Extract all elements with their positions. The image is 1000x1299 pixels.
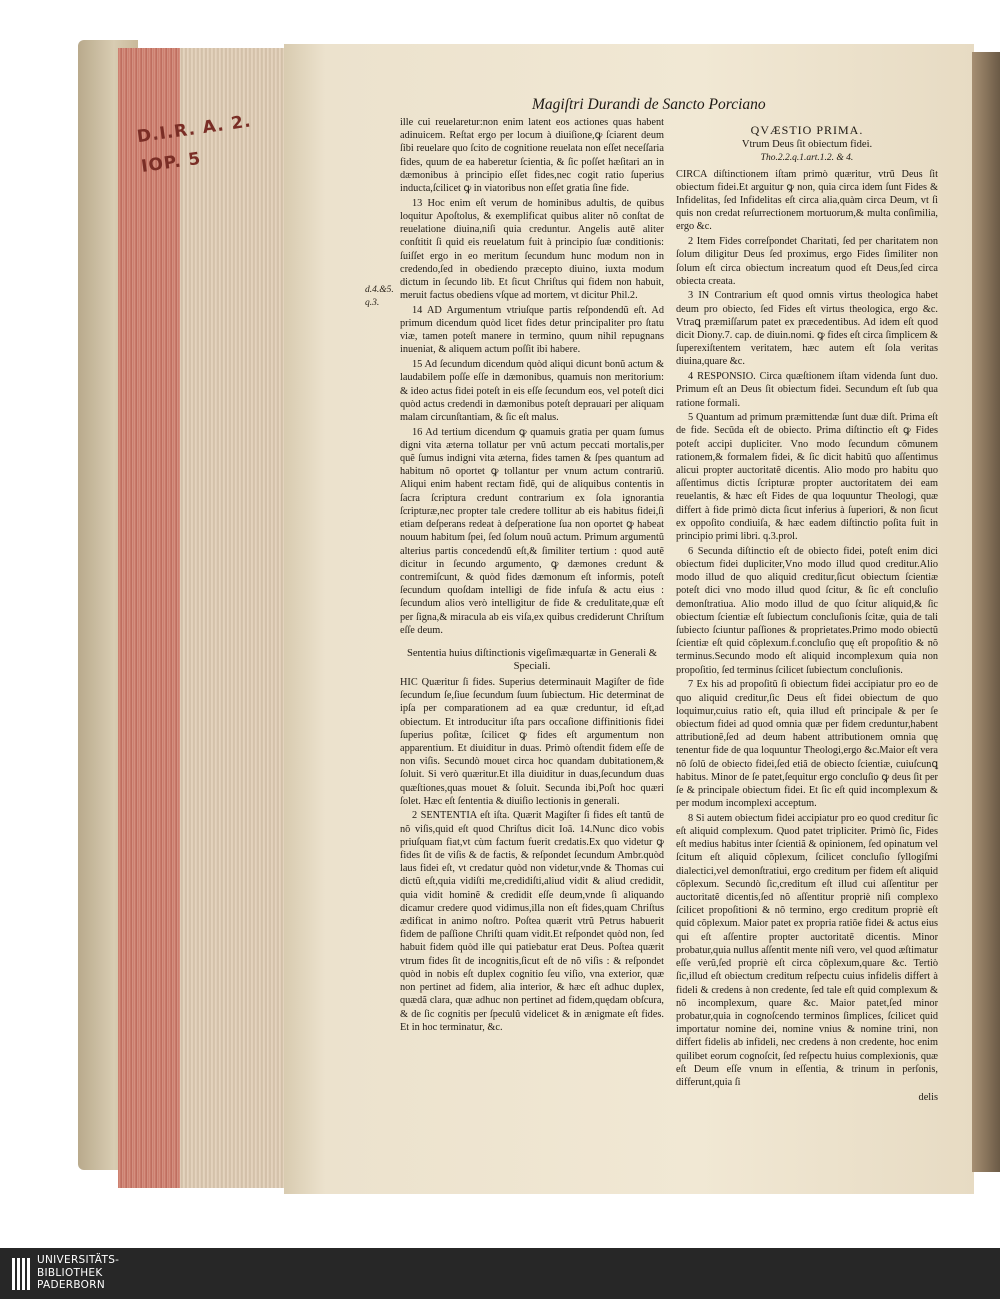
paragraph: 4 RESPONSIO. Circa quæſtionem iſtam videnda ſunt duo. Primum eſt an Deus ſit obiectum fidei. Secundum eſt ſub qua ratione formali. (676, 371, 938, 409)
paragraph: 3 IN Contrarium eſt quod omnis virtus theologica habet deum pro obiecto, ſed Fides eſt virtus theologica, ergo &c. Vtraꝗ præmiſſarum patet ex præcedentibus. Ad idem eſt quod dicit Diony.7. cap. de diuin.nomi. ꝙ fides eſt circa ſimplicem & ſuperexiſtentem veritatem, hæc autem eſt ſola veritas diuina,quare &c. (676, 290, 938, 368)
paragraph: ille cui reuelaretur:non enim latent eos actiones quas habent adinuicem. Reſtat ergo per locum à diuiſione,ꝙ ſciarent deum ſibi reuelare quo ſcito de cognitione reuelata non eſſet neceſſaria fides, quum de ea haberetur ſcientia, & ſic poſſet hæſitari an in dæmonibus à principio eſſet fides,nec cogit ratio ſuperius inducta,ſcilicet ꝙ in viatoribus non eſſet gratia ſine fide. (400, 117, 664, 195)
library-name-line-3: PADERBORN (37, 1279, 105, 1291)
library-name[interactable] (37, 1254, 119, 1292)
paragraph: 2 SENTENTIA eſt iſta. Quærit Magiſter ſi fides eſt tantũ de nõ viſis,quid eſt quod Chriſtus dicit Ioã. 14.Nunc dico vobis priuſquam fiat,vt cùm factum fuerit credatis.Ex quo videtur ꝙ fides ſit de viſis & de factis, & reſpondet ſecundum Ambr.quòd laus fidei eſt, vt credatur quòd non videtur,vnde & Thomas cui dictũ eſt,quia vidiſti me,credidiſti,aliud vidit & aliud credidit, quia vidit hominẽ & credidit eſſe deum,vnde ſi aliquando dicamur credere quod vidimus,illa non eſt fides,quam Chriſtus ædificat in animo noſtro. Poſtea quærit vtrũ Petrus habuerit fidem de paſſione Chriſti quam vidit.Et reſpondet quòd non, ſed habuit fidem quòd ille qui patiebatur erat Deus. Poſtea quærit vtrum fides ſit de incognitis,ſicut eſt de nõ viſis : & reſpondet quòd in nobis eſt duplex cognitio ſeu viſio, vna exterior, quæ non pertinet ad fidem, alia interior, & hæc eſt adhuc duplex, quædã clara, quæ adhuc non pertinet ad fidem,quędam obſcura, & de ſic cognitis per ſpeculũ videlicet & in ænigmate eſt fides. Et in hoc terminatur, &c. (400, 810, 664, 1033)
library-logo-icon (12, 1258, 30, 1290)
page-stack-paper (180, 48, 286, 1188)
shelfmark-line-2: IOP. 5 (140, 148, 203, 177)
paragraph: 5 Quantum ad primum præmittendæ ſunt duæ diſt. Prima eſt de fide. Secũda eſt de obiecto. Prima diſtinctio eſt ꝙ Fides poteſt accipi dupliciter. Vno modo ſecundum cõmunem rationem,& formalem fidei, & ſic dicit habitũ quo aſſentimus alicui propter auctoritatẽ dicentis. Alio modo pro habitu quo aſſentimus dictis ſcripturæ propter auctoritatem dei eam reuelantis, & hæc eſt Fides de qua loquuntur Theologi, quæ differt à fide primò dicta ſicut inferius à ſuperiori, & non ſicut ex oppoſito condiuiſa, & hæc eadem diſtinctio poſita fuit in principio primi libri. q.3.prol. (676, 412, 938, 543)
paragraph: 16 Ad tertium dicendum ꝙ quamuis gratia per quam ſumus digni vita æterna tollatur per vnũ actum peccati mortalis,per quẽ ſumus indigni vita æterna, fides tamen & ſpes quantum ad habitum nõ oportet ꝙ tollantur per vnum actum contrariũ. Aliqui enim habent rectam fidẽ, qui de aliquibus contentis in ſacra ſcriptura credunt contrarium ex ſola ignorantia ſcripturæ,nec propter tale credere tollitur ab eis habitus fidei,ſi etiam deſperans redeat à deſperatione ſua non oportet ꝙ habeat nouum habitum ſpei, ſed ſolum nouũ actum. Primum argumentũ alterius partis concedendũ eſt,& ſimiliter tertium : quod autẽ dicitur in ſecundo argumento, ꝙ dæmones credunt & contremiſcunt, & quòd fides dæmonum eſt informis, poteſt ſecundum quoſdam intelligi de fide infuſa & actu eius : ſecundum alios verò intelligitur de fide & credulitate,quæ eſt per ſigna,& miracula ab eis viſa,ex quibus crediderunt Chriſtum eſſe deum. (400, 426, 664, 636)
paragraph: 7 Ex his ad propoſitũ ſi obiectum fidei accipiatur pro eo de quo aliquid creditur,ſic Deus eſt fidei obiectum de quo loquimur,cuius ratio eſt, quia illud eſt principale & per ſe obiectum fidei ad quod omnia quæ per fidem creduntur,habent attributionẽ,ſed ad deum habent attributionem omnia quę tenentur fide de qua loquuntur Theologi,ergo &c.Maior eſt vera nõ ſolũ de obiecto fidei,ſed etiã de obiecto ſcientiæ, cuiuſcunꝗ habitus. Minor de ſe patet,ſequitur ergo concluſio ꝙ deus ſit per ſe & principale obiectum fidei. Et ſic eſt quid incomplexum & per modum incomplexi acceptum. (676, 679, 938, 810)
paragraph: 6 Secunda diſtinctio eſt de obiecto fidei, poteſt enim dici obiectum fidei dupliciter,Vno modo illud quod creditur.Alio modo illud de quo aliquid creditur,ſicut obiectum ſcientiæ poteſt dici vno modo illud quod ſcitur, & ſic eſt concluſio demonſtratiua. Alio modo illud de quo ſcitur aliquid,& ſic obiectum ſcientiæ eſt ſubiectum concluſionis ſcitæ, quia de tali ſubiecto ſciuntur paſſiones & proprietates.Primo modo obiectũ ſcientiæ eſt quid cõplexum.f.concluſio quę eſt propoſitio & nõ terminus.Secundo modo eſt aliquid incomplexum quia non propoſitio, ſed terminus ſcilicet ſubiectum concluſionis. (676, 545, 938, 676)
question-title: QVÆSTIO PRIMA. (750, 123, 864, 137)
library-name-line-2: BIBLIOTHEK (37, 1266, 103, 1279)
paragraph: HIC Quæritur ſi fides. Superius determinauit Magiſter de fide ſecundum ſe,ſiue ſecundum ſuum ſubiectum. Hic determinat de ipſa per comparationem ad ea quæ creduntur, id eſt,ad obiectum. Et introducitur iſta pars occaſione diffinitionis fidei ſuperius poſitæ, ſcilicet ꝙ fides eſt argumentum non apparentium. Et diuiditur in duas. Primò oſtendit fidem eſſe de non viſis. Secundò mouet circa hoc quandam dubitationem,& ſoluit. Si verò quæritur.Et illa diuiditur in duas,ſecundum duas quæſtiones,quas mouet & ſoluit. Secunda ibi,Poſt hoc quæri ſolet. Hæc eſt ſententia & diuiſio lectionis in generali. (400, 676, 664, 807)
paragraph: 15 Ad ſecundum dicendum quòd aliqui dicunt bonũ actum & laudabilem poſſe eſſe in dæmonibus, quamuis non meritorium: & ideo actus fidei poteſt in eis eſſe ſecundum eos, vel poteſt dici quòd actus credendi in dæmonibus poteſt deprauari per aliquam malam circunſtantiam, & ſic eſt malus. (400, 359, 664, 423)
paragraph: CIRCA diſtinctionem iſtam primò quæritur, vtrũ Deus ſit obiectum fidei.Et arguitur ꝙ non, quia circa idem ſunt Fides & Infidelitas, ſed Infidelitas eſt circa alia,quàm circa Deum, vt ſi quis non credat reſurrectionem mortuorum,& multa conſimilia, ergo &c. (676, 168, 938, 233)
section-heading: Sententia huius diſtinctionis vigeſimæquartæ in Generali & Speciali. (406, 647, 658, 672)
paragraph: 8 Si autem obiectum fidei accipiatur pro eo quod creditur ſic eſt aliquid complexum. Quod patet tripliciter. Primò ſic, Fides eſt medius habitus inter ſcientiã & opinionem, ſed opinatum vel ſcitum eſt aliquid cõplexum, ſcilicet concluſio ſyllogiſmi dialectici,vel demonſtratiui, ergo creditum per fidem eſt aliquid cõplexum. Secundò ſic,creditum eſt illud cui aſſentitur per auctoritatẽ dicentis,ſed nõ aſſentitur propriè niſi complexo ſcilicet propoſitioni & nõ termino, ergo creditum propriè eſt quid cõplexum. Maior patet ex propria ratiõe fidei & actus eius qui eſt aſſentire propter auctoritatẽ dicentis. Minor probatur,quia nullus aſſentit mente niſi vero, vel quod æſtimatur eſſe verũ,ſed propriè eſt circa cõplexum,quare &c. Tertiò ſic,illud eſt obiectum creditum reſpectu cuius infidelis differt à fideli & credens à non credente, ſed tale eſt quid complexum & nõ incomplexum, quare &c. Maior patet,ſed minor probatur,quia in cognoſcendo terminos ſimplices, ſcilicet quid importatur nomine dei, nomine vnius & nomine trini, non differt fidelis ab infideli, nec credens à non credente, hoc enim quilibet eorum cognoſcit, ſed reſpectu huius complexionis, quæ eſt Deum eſſe vnum in eſſentia, & trinum in perſonis, differunt,quia ſi (676, 812, 938, 1088)
paragraph: 13 Hoc enim eſt verum de hominibus adultis, de quibus loquitur Apoſtolus, & exemplificat quibus aliter nõ conſtat de reuelatione diuina,niſi quia creduntur. Angelis autẽ aliter conſtitit ſi quid eis reuelatum fuit à principio ſuæ conditionis: ſuiſſet ergo in eo meritum ſecundum hunc modum non in credendo,ſed in obediendo præcepto diuino, iuxta modum dictum in ſecundo lib. Et ſicut Chriſtus qui fidem non habuit, meruit factus obediens vſque ad mortem, vt dicitur Phil.2. (400, 197, 664, 302)
catchword: delis (918, 1091, 938, 1103)
library-name-line-1: UNIVERSITÄTS- (37, 1254, 120, 1266)
shelfmark-line-1: D.I.R. A. 2. (135, 111, 253, 148)
running-head: Magiſtri Durandi de Sancto Porciano (532, 96, 766, 113)
margin-note: d.4.&5. q.3. (365, 285, 394, 308)
library-footer (0, 1248, 1000, 1299)
question-reference: Tho.2.2.q.1.art.1.2. & 4. (760, 153, 854, 164)
facing-page-edge (972, 52, 1000, 1172)
paragraph: 2 Item Fides correſpondet Charitati, ſed per charitatem non ſolum diligitur Deus ſed proximus, ergo Fides ſimiliter non ſolum eſt circa obiectum increatum quod eſt Deus,ſed circa obiecta creata. (676, 236, 938, 287)
question-subtitle: Vtrum Deus ſit obiectum fidei. (741, 139, 873, 151)
right-column (676, 124, 938, 1105)
left-column (400, 116, 664, 1035)
paragraph: 14 AD Argumentum vtriuſque partis reſpondendũ eſt. Ad primum dicendum quòd licet fides detur principaliter pro ſtatu viæ, tamen poteſt manere in termino, quum nihil repugnans inueniat, & aliquem actum poſſit ibi habere. (400, 304, 664, 356)
